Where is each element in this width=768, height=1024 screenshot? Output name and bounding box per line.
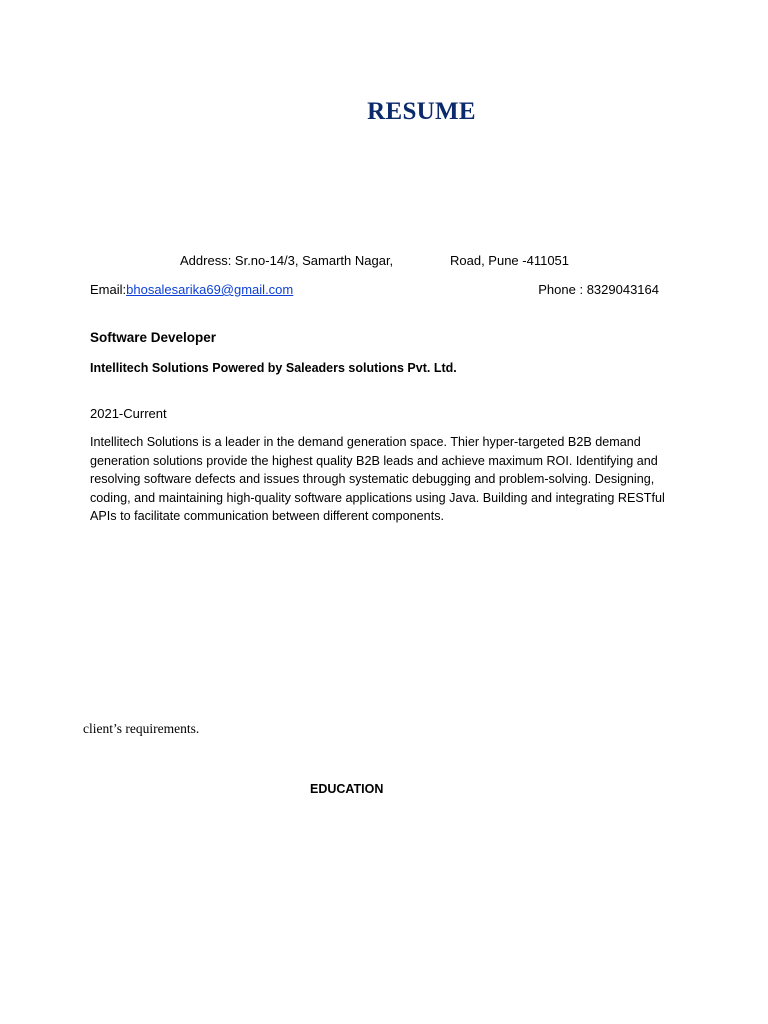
email-label: Email: bbox=[90, 282, 127, 297]
employment-dates: 2021-Current bbox=[90, 406, 167, 421]
job-title: Software Developer bbox=[90, 330, 217, 345]
resume-title bbox=[0, 98, 768, 126]
phone-line: Phone : 8329043164 bbox=[538, 282, 659, 297]
resume-title-text: RESUME bbox=[367, 98, 476, 125]
address-line-right: Road, Pune -411051 bbox=[450, 253, 570, 268]
email-line bbox=[90, 281, 293, 299]
email-link[interactable]: bhosalesarika69@gmail.com bbox=[126, 282, 294, 297]
company-name: Intellitech Solutions Powered by Saleaders solutions Pvt. Ltd. bbox=[90, 361, 457, 375]
education-heading: EDUCATION bbox=[310, 782, 384, 796]
job-description: Intellitech Solutions is a leader in the demand generation space. Thier hyper-targeted B2B demand generation solutions provide the highest quality B2B leads and achieve maximum ROI. Identifying and resolving software defects and issues through systematic debugging and problem-solving. Designing, coding, and maintaining high-quality software applications using Java. Building and integrating RESTful APIs to facilitate communication between different components. bbox=[90, 435, 665, 523]
client-requirements-text: client’s requirements. bbox=[83, 721, 200, 736]
address-line-left: Address: Sr.no-14/3, Samarth Nagar, bbox=[180, 253, 394, 268]
